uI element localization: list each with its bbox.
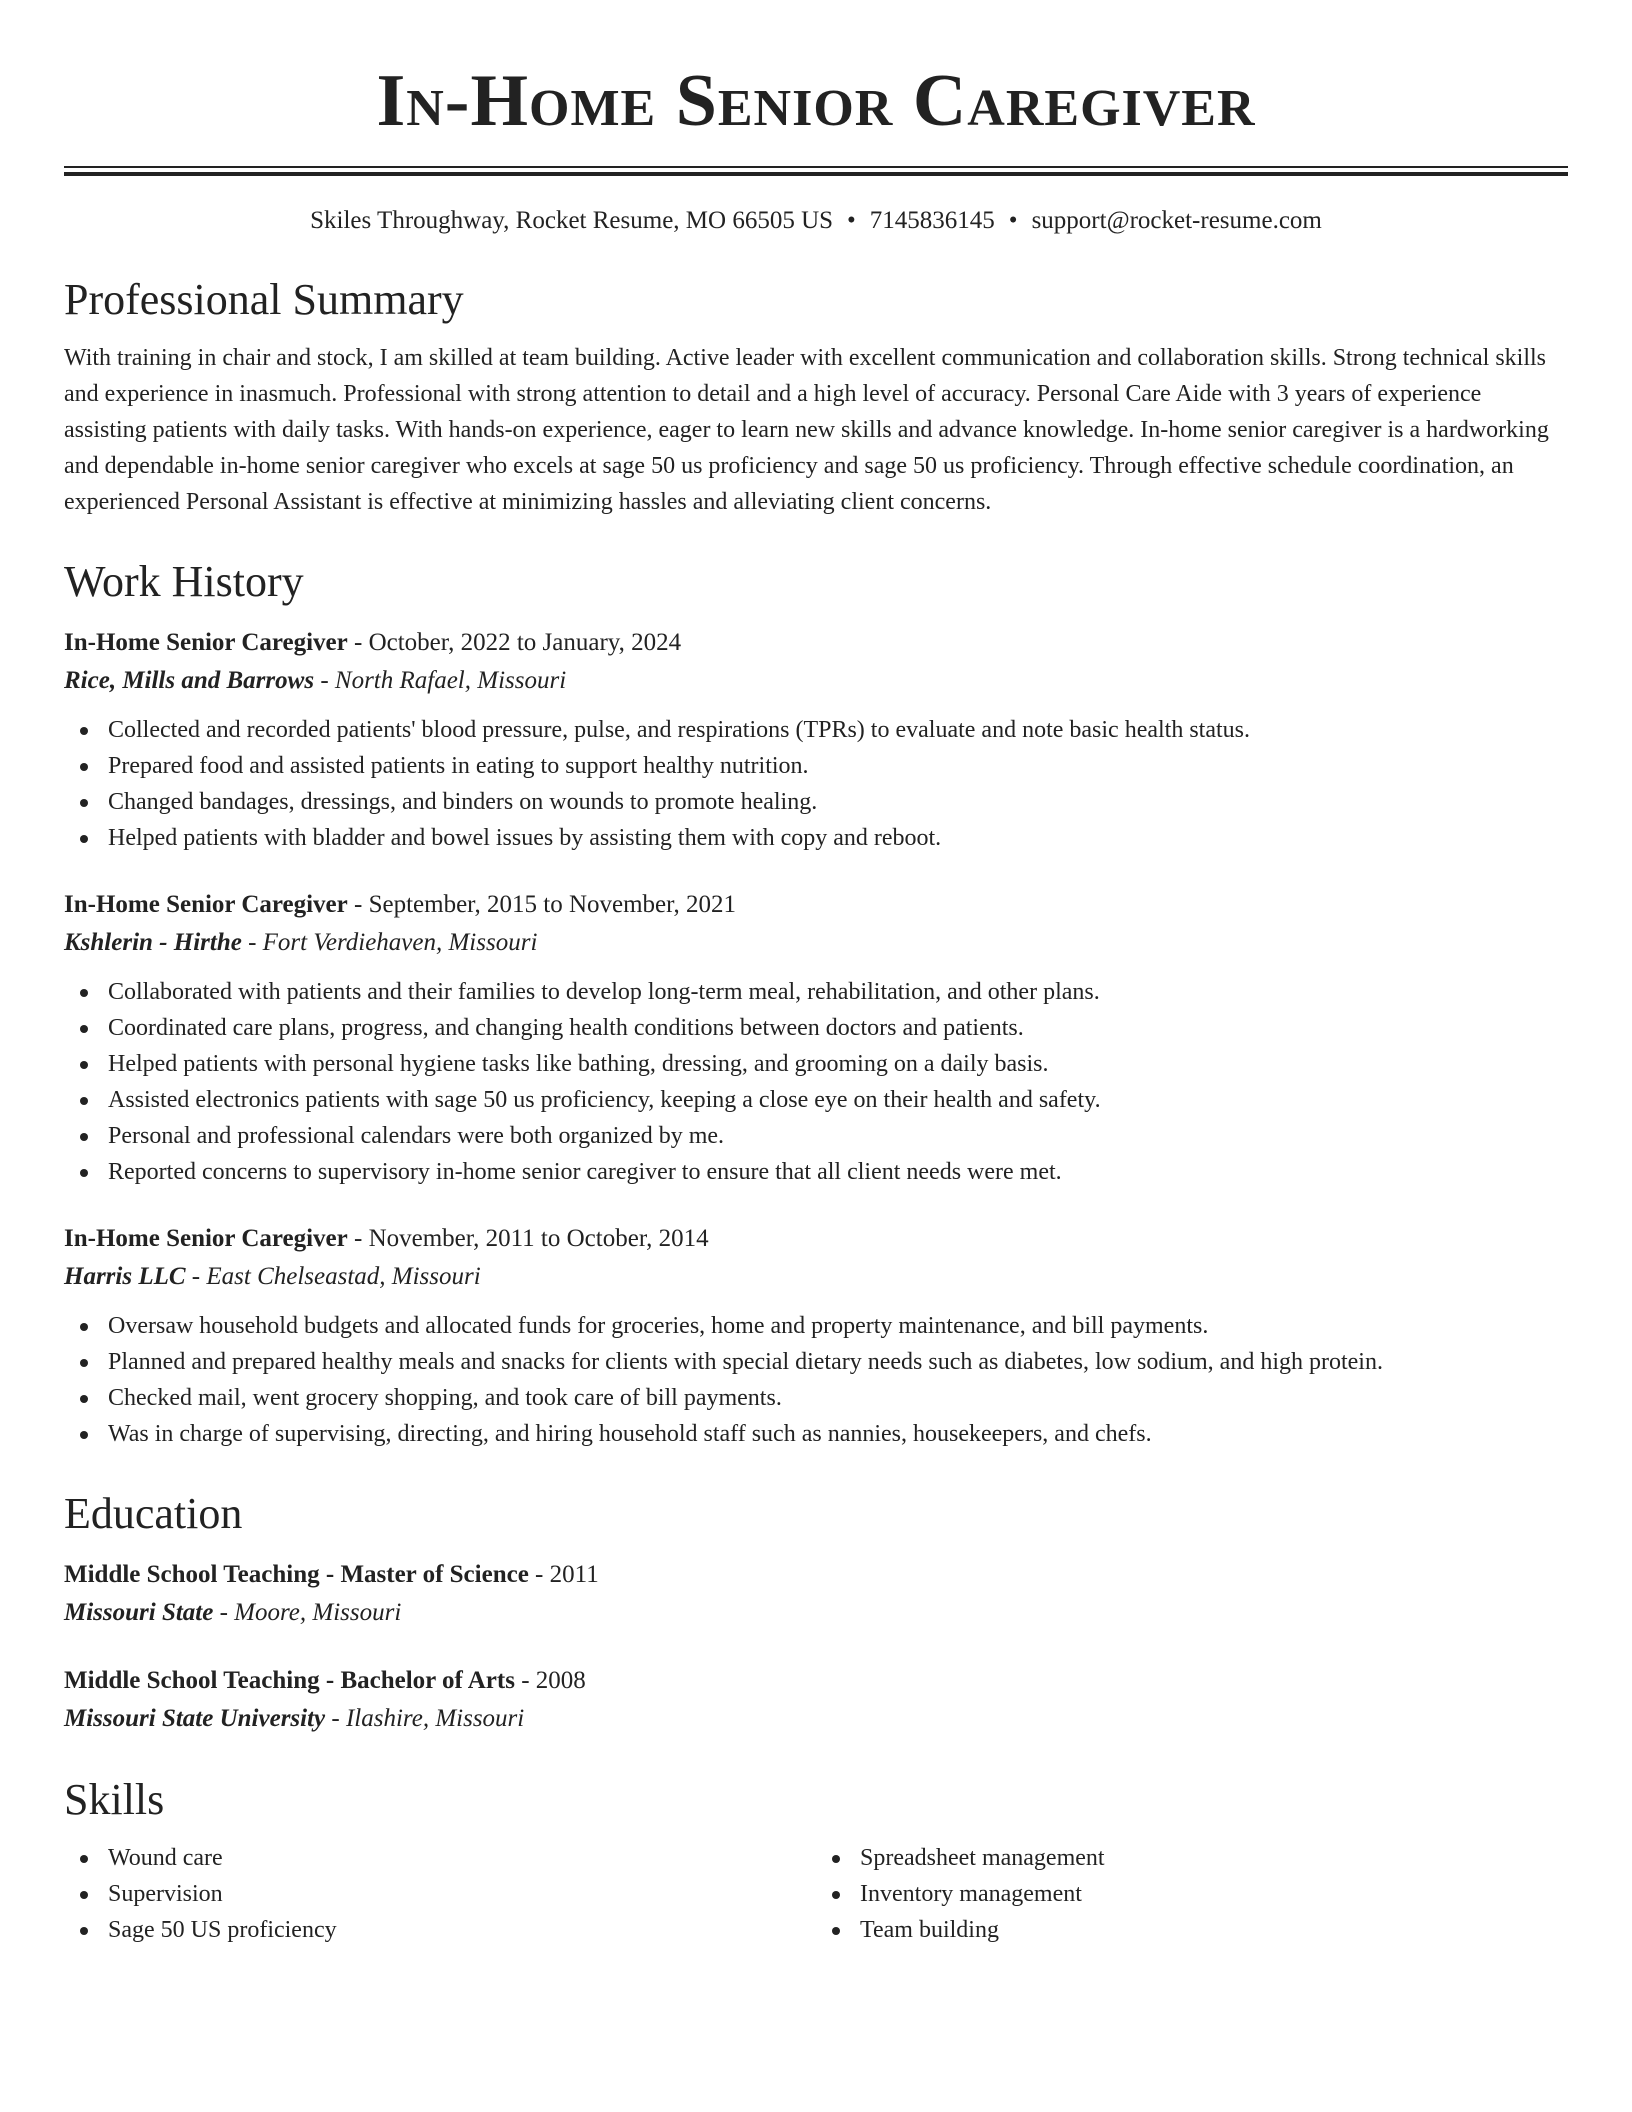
job-title-line — [64, 1220, 1568, 1258]
school-line — [64, 1594, 1568, 1632]
list-item: Coordinated care plans, progress, and changing health conditions between doctors and patients. — [64, 1010, 1568, 1046]
employer-name: Harris LLC — [64, 1263, 186, 1290]
contact-separator: • — [847, 207, 856, 234]
school-location: - Ilashire, Missouri — [331, 1705, 525, 1732]
skill-item: Team building — [816, 1912, 1568, 1948]
list-item: Helped patients with personal hygiene tasks like bathing, dressing, and grooming on a daily basis. — [64, 1046, 1568, 1082]
school-line — [64, 1700, 1568, 1738]
job-title: In-Home Senior Caregiver — [64, 891, 348, 918]
list-item: Changed bandages, dressings, and binders on wounds to promote healing. — [64, 784, 1568, 820]
contact-line — [64, 204, 1568, 238]
skill-item: Inventory management — [816, 1876, 1568, 1912]
job-title: In-Home Senior Caregiver — [64, 629, 348, 656]
job-dates: - September, 2015 to November, 2021 — [354, 891, 736, 918]
employer-location: - Fort Verdiehaven, Missouri — [248, 929, 538, 956]
list-item: Prepared food and assisted patients in eating to support healthy nutrition. — [64, 748, 1568, 784]
list-item: Reported concerns to supervisory in-home senior caregiver to ensure that all client needs were met. — [64, 1154, 1568, 1190]
employer-name: Rice, Mills and Barrows — [64, 667, 315, 694]
list-item: Checked mail, went grocery shopping, and took care of bill payments. — [64, 1380, 1568, 1416]
job-title-line — [64, 886, 1568, 924]
degree-year: - 2011 — [535, 1561, 599, 1588]
skills-grid — [64, 1840, 1568, 1948]
list-item: Collaborated with patients and their families to develop long-term meal, rehabilitation, and other plans. — [64, 974, 1568, 1010]
employer-name: Kshlerin - Hirthe — [64, 929, 242, 956]
job-duties-list — [64, 974, 1568, 1190]
job-entry — [64, 1220, 1568, 1452]
degree-year: - 2008 — [521, 1667, 586, 1694]
job-duties-list — [64, 712, 1568, 856]
summary-heading: Professional Summary — [64, 275, 464, 324]
list-item: Helped patients with bladder and bowel issues by assisting them with copy and reboot. — [64, 820, 1568, 856]
job-entry — [64, 886, 1568, 1190]
job-dates: - November, 2011 to October, 2014 — [354, 1225, 709, 1252]
skill-item: Wound care — [64, 1840, 816, 1876]
employer-line — [64, 662, 1568, 700]
skill-item: Supervision — [64, 1876, 816, 1912]
education-entry — [64, 1556, 1568, 1632]
list-item: Personal and professional calendars were both organized by me. — [64, 1118, 1568, 1154]
degree-name: Middle School Teaching - Bachelor of Arts — [64, 1667, 515, 1694]
list-item: Planned and prepared healthy meals and snacks for clients with special dietary needs such as diabetes, low sodium, and high protein. — [64, 1344, 1568, 1380]
skill-item: Spreadsheet management — [816, 1840, 1568, 1876]
job-title: In-Home Senior Caregiver — [64, 1225, 348, 1252]
list-item: Was in charge of supervising, directing, and hiring household staff such as nannies, housekeepers, and chefs. — [64, 1416, 1568, 1452]
degree-line — [64, 1662, 1568, 1700]
title-divider — [64, 166, 1568, 176]
contact-phone: 7145836145 — [869, 207, 995, 234]
work-history-heading: Work History — [64, 557, 304, 606]
job-entry — [64, 624, 1568, 856]
contact-email: support@rocket-resume.com — [1031, 207, 1322, 234]
school-name: Missouri State University — [64, 1705, 326, 1732]
skills-list-right — [816, 1840, 1568, 1948]
education-heading: Education — [64, 1489, 243, 1538]
degree-name: Middle School Teaching - Master of Science — [64, 1561, 529, 1588]
skills-list-left — [64, 1840, 816, 1948]
education-entry — [64, 1662, 1568, 1738]
job-dates: - October, 2022 to January, 2024 — [354, 629, 682, 656]
job-duties-list — [64, 1308, 1568, 1452]
skills-heading: Skills — [64, 1775, 165, 1824]
resume-title: In-Home Senior Caregiver — [376, 60, 1256, 142]
employer-location: - North Rafael, Missouri — [320, 667, 567, 694]
summary-text: With training in chair and stock, I am skilled at team building. Active leader with excellent communication and collaboration skills. Strong technical skills and experience in inasmuch. Professional with strong attention to detail and a high level of accuracy. Personal Care Aide with 3 years of experience assisting patients with daily tasks. With hands-on experience, eager to learn new skills and advance knowledge. In-home senior caregiver is a hardworking and dependable in-home senior caregiver who excels at sage 50 us proficiency and sage 50 us proficiency. Through effective schedule coordination, an experienced Personal Assistant is effective at minimizing hassles and alleviating client concerns. — [64, 345, 1549, 515]
employer-location: - East Chelseastad, Missouri — [191, 1263, 481, 1290]
degree-line — [64, 1556, 1568, 1594]
employer-line — [64, 924, 1568, 962]
list-item: Collected and recorded patients' blood pressure, pulse, and respirations (TPRs) to evaluate and note basic health status. — [64, 712, 1568, 748]
job-title-line — [64, 624, 1568, 662]
school-name: Missouri State — [64, 1599, 214, 1626]
contact-separator: • — [1008, 207, 1018, 234]
list-item: Oversaw household budgets and allocated funds for groceries, home and property maintenance, and bill payments. — [64, 1308, 1568, 1344]
list-item: Assisted electronics patients with sage 50 us proficiency, keeping a close eye on their health and safety. — [64, 1082, 1568, 1118]
skill-item: Sage 50 US proficiency — [64, 1912, 816, 1948]
employer-line — [64, 1258, 1568, 1296]
contact-address: Skiles Throughway, Rocket Resume, MO 66505 US — [310, 207, 834, 234]
school-location: - Moore, Missouri — [219, 1599, 402, 1626]
